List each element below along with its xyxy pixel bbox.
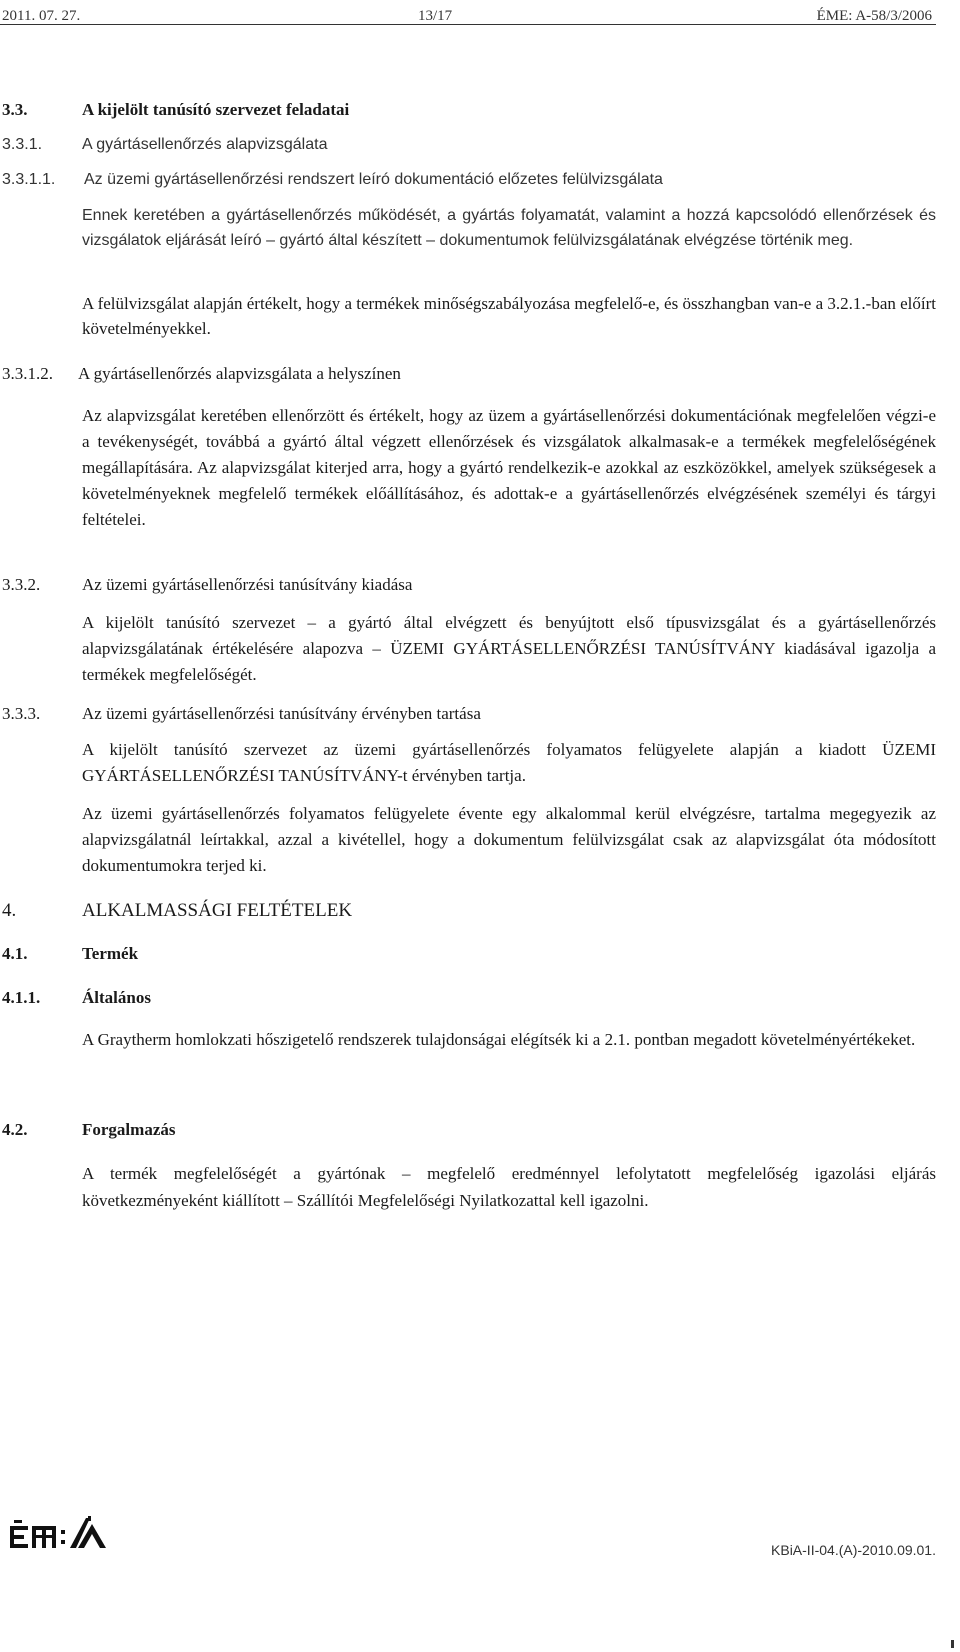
heading-3-3-1	[2, 133, 932, 157]
heading-title: Termék	[82, 944, 139, 963]
heading-number: 3.3.1.2.	[2, 364, 53, 383]
paragraph: Ennek keretében a gyártásellenőrzés működését, a gyártás folyamatát, valamint a hozzá kapcsolódó ellenőrzések és vizsgálatok eljárását leíró – gyártó által készített – dokumentumok felülvizsgálatának elvégzése történik meg.	[82, 207, 936, 249]
header-page-number: 13/17	[418, 8, 453, 24]
heading-4	[2, 899, 932, 925]
heading-title: Az üzemi gyártásellenőrzési tanúsítvány érvényben tartása	[82, 704, 481, 723]
heading-number: 3.3.1.	[2, 136, 43, 153]
header-date: 2011. 07. 27.	[2, 8, 81, 24]
heading-number: 3.3.3.	[2, 704, 41, 723]
paragraph: A termék megfelelőségét a gyártónak – megfelelő eredménnyel lefolytatott megfelelőség igazolási eljárás következményeként kiállított – Szállítói Megfelelőségi Nyilatkozattal kell igazolni.	[82, 1164, 936, 1210]
heading-title: A kijelölt tanúsító szervezet feladatai	[82, 100, 350, 119]
heading-3-3-2	[2, 573, 932, 597]
emi-logo-icon	[10, 1516, 130, 1556]
heading-number: 3.3.	[2, 100, 28, 119]
heading-3-3	[2, 98, 932, 122]
heading-number: 4.2.	[2, 1120, 28, 1139]
header-doc-ref: ÉME: A-58/3/2006	[816, 8, 932, 24]
heading-number: 3.3.1.1.	[2, 171, 56, 188]
heading-3-3-1-2	[2, 362, 932, 386]
heading-title: ALKALMASSÁGI FELTÉTELEK	[82, 900, 353, 921]
heading-3-3-3	[2, 702, 932, 726]
emi-logo	[10, 1516, 130, 1556]
paragraph: A kijelölt tanúsító szervezet – a gyártó által elvégzett és benyújtott első típusvizsgálat és a gyártásellenőrzés alapvizsgálatának értékelésére alapozva – ÜZEMI GYÁRTÁSELLENŐRZÉSI TANÚSÍTVÁNY kiadásával igazolja a termékek megfelelőségét.	[82, 613, 936, 684]
paragraph: A Graytherm homlokzati hőszigetelő rendszerek tulajdonságai elégítsék ki a 2.1. pontban megadott követelményértékeket.	[82, 1030, 916, 1049]
paragraph: A kijelölt tanúsító szervezet az üzemi gyártásellenőrzés folyamatos felügyelete alapján a kiadott ÜZEMI GYÁRTÁSELLENŐRZÉSI TANÚSÍTVÁNY-t érvényben tartja.	[82, 740, 936, 785]
heading-4-2	[2, 1118, 932, 1142]
heading-title: A gyártásellenőrzés alapvizsgálata	[82, 136, 328, 153]
heading-title: Az üzemi gyártásellenőrzési tanúsítvány kiadása	[82, 575, 413, 594]
footer-form-code: KBiA-II-04.(A)-2010.09.01.	[771, 1542, 936, 1558]
heading-number: 3.3.2.	[2, 575, 41, 594]
heading-4-1	[2, 942, 932, 966]
heading-number: 4.1.1.	[2, 988, 41, 1007]
heading-number: 4.1.	[2, 944, 28, 963]
heading-number: 4.	[2, 900, 17, 921]
heading-title: Az üzemi gyártásellenőrzési rendszert leíró dokumentáció előzetes felülvizsgálata	[84, 171, 663, 188]
heading-3-3-1-1	[2, 168, 932, 192]
paragraph: Az üzemi gyártásellenőrzés folyamatos felügyelete évente egy alkalommal kerül elvégzésre, tartalma megegyezik az alapvizsgálatnál leírtakkal, azzal a kivétellel, hogy a dokumentum felülvizsgálat csak az alapvizsgálat óta módosított dokumentumokra terjed ki.	[82, 804, 936, 875]
heading-title: Forgalmazás	[82, 1120, 176, 1139]
scan-mark	[951, 1640, 954, 1648]
heading-title: Általános	[82, 988, 151, 1007]
paragraph: A felülvizsgálat alapján értékelt, hogy a termékek minőségszabályozása megfelelő-e, és összhangban van-e a 3.2.1.-ban előírt követelményekkel.	[82, 294, 936, 338]
page-header	[0, 2, 936, 25]
heading-title: A gyártásellenőrzés alapvizsgálata a helyszínen	[78, 364, 401, 383]
paragraph: Az alapvizsgálat keretében ellenőrzött és értékelt, hogy az üzem a gyártásellenőrzési dokumentációnak megfelelően végzi-e a tevékenységét, továbbá a gyártó által végzett ellenőrzések és vizsgálatok alkalmasak-e a termékek megfelelőségének megállapítására. Az alapvizsgálat kiterjed arra, hogy a gyártó rendelkezik-e azokkal az eszközökkel, amelyek szükségesek a követelményeknek megfelelő termékek előállításához, és adottak-e a gyártásellenőrzés elvégzésének személyi és tárgyi feltételei.	[82, 406, 936, 529]
heading-4-1-1	[2, 986, 932, 1010]
